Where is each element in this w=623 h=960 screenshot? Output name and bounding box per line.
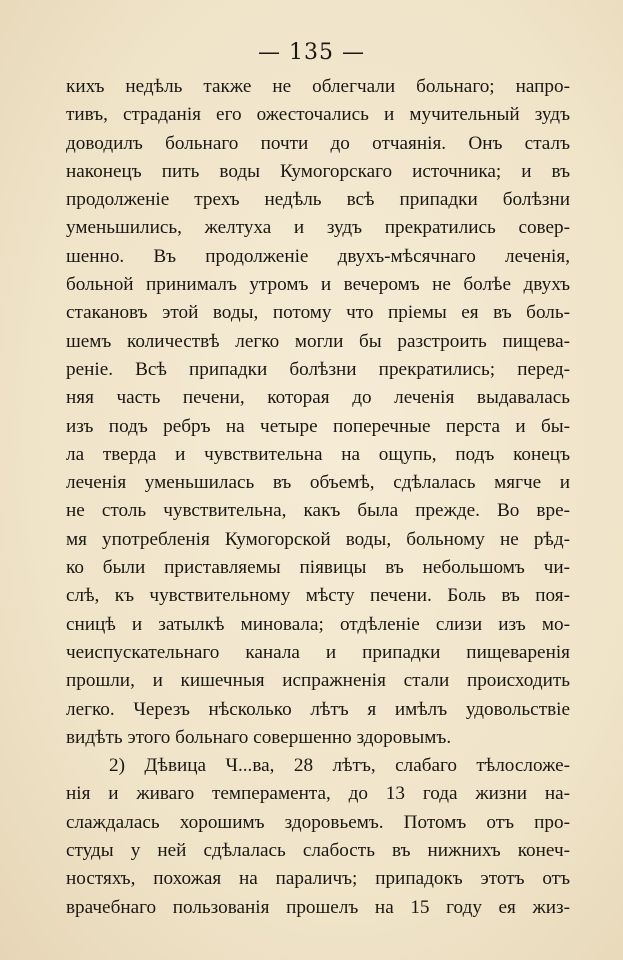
text-line: ко были приставляемы піявицы въ небольшомъ чи- <box>66 557 570 579</box>
text-line: врачебнаго пользованія прошелъ на 15 году ея жиз- <box>66 896 570 918</box>
text-line: продолженіе трехъ недѣль всѣ припадки болѣзни <box>66 189 570 211</box>
text-line: прошли, и кишечныя испражненія стали происходить <box>66 670 570 692</box>
text-line: реніе. Всѣ припадки болѣзни прекратились; перед- <box>66 358 570 380</box>
text-line: ла тверда и чувствительна на ощупь, подъ конецъ <box>66 443 570 465</box>
text-line: шемъ количествѣ легко могли бы разстроить пищева- <box>66 330 570 352</box>
text-line: мя употребленія Кумогорской воды, больному не рѣд- <box>66 528 570 550</box>
text-line: легко. Черезъ нѣсколько лѣтъ я имѣлъ удовольствіе <box>66 698 570 720</box>
text-line: леченія уменьшилась въ объемѣ, сдѣлалась мягче и <box>66 472 570 494</box>
body-text <box>66 73 570 922</box>
text-line: не столь чувствительна, какъ была прежде. Во вре- <box>66 500 570 522</box>
page-number: — 135 — <box>258 40 365 65</box>
text-line: уменьшились, желтуха и зудъ прекратились совер- <box>66 217 570 239</box>
text-line: тивъ, страданія его ожесточались и мучительный зудъ <box>66 104 570 126</box>
text-line: чеиспускательнаго канала и припадки пищеваренія <box>66 641 570 663</box>
text-line: няя часть печени, которая до леченія выдавалась <box>66 387 570 409</box>
text-line: наконецъ пить воды Кумогорскаго источника; и въ <box>66 160 570 182</box>
text-line: слаждалась хорошимъ здоровьемъ. Потомъ отъ про- <box>66 811 570 833</box>
text-line: шенно. Въ продолженіе двухъ-мѣсячнаго леченія, <box>66 245 570 267</box>
text-line: стакановъ этой воды, потому что пріемы ея въ боль- <box>66 302 570 324</box>
text-line: ностяхъ, похожая на параличъ; припадокъ этотъ отъ <box>66 868 570 890</box>
text-line: кихъ недѣль также не облегчали больнаго; напро- <box>66 76 570 97</box>
text-line: студы у ней сдѣлалась слабость въ нижнихъ конеч- <box>66 840 570 862</box>
text-line: нія и живаго темперамента, до 13 года жизни на- <box>66 783 570 805</box>
text-line: доводилъ больнаго почти до отчаянія. Онъ сталъ <box>66 132 570 154</box>
text-line: сницѣ и затылкѣ миновала; отдѣленіе слизи изъ мо- <box>66 613 570 635</box>
paragraph-end-line: видѣть этого больнаго совершенно здоровымъ. <box>66 726 452 748</box>
paragraph-start-line: 2) Дѣвица Ч...ва, 28 лѣтъ, слабаго тѣлосложе- <box>109 755 570 777</box>
text-line: изъ подъ ребръ на четыре поперечные перста и бы- <box>66 415 570 437</box>
text-line: слѣ, къ чувствительному мѣсту печени. Боль въ поя- <box>66 585 570 607</box>
text-line: больной принималъ утромъ и вечеромъ не болѣе двухъ <box>66 274 570 296</box>
